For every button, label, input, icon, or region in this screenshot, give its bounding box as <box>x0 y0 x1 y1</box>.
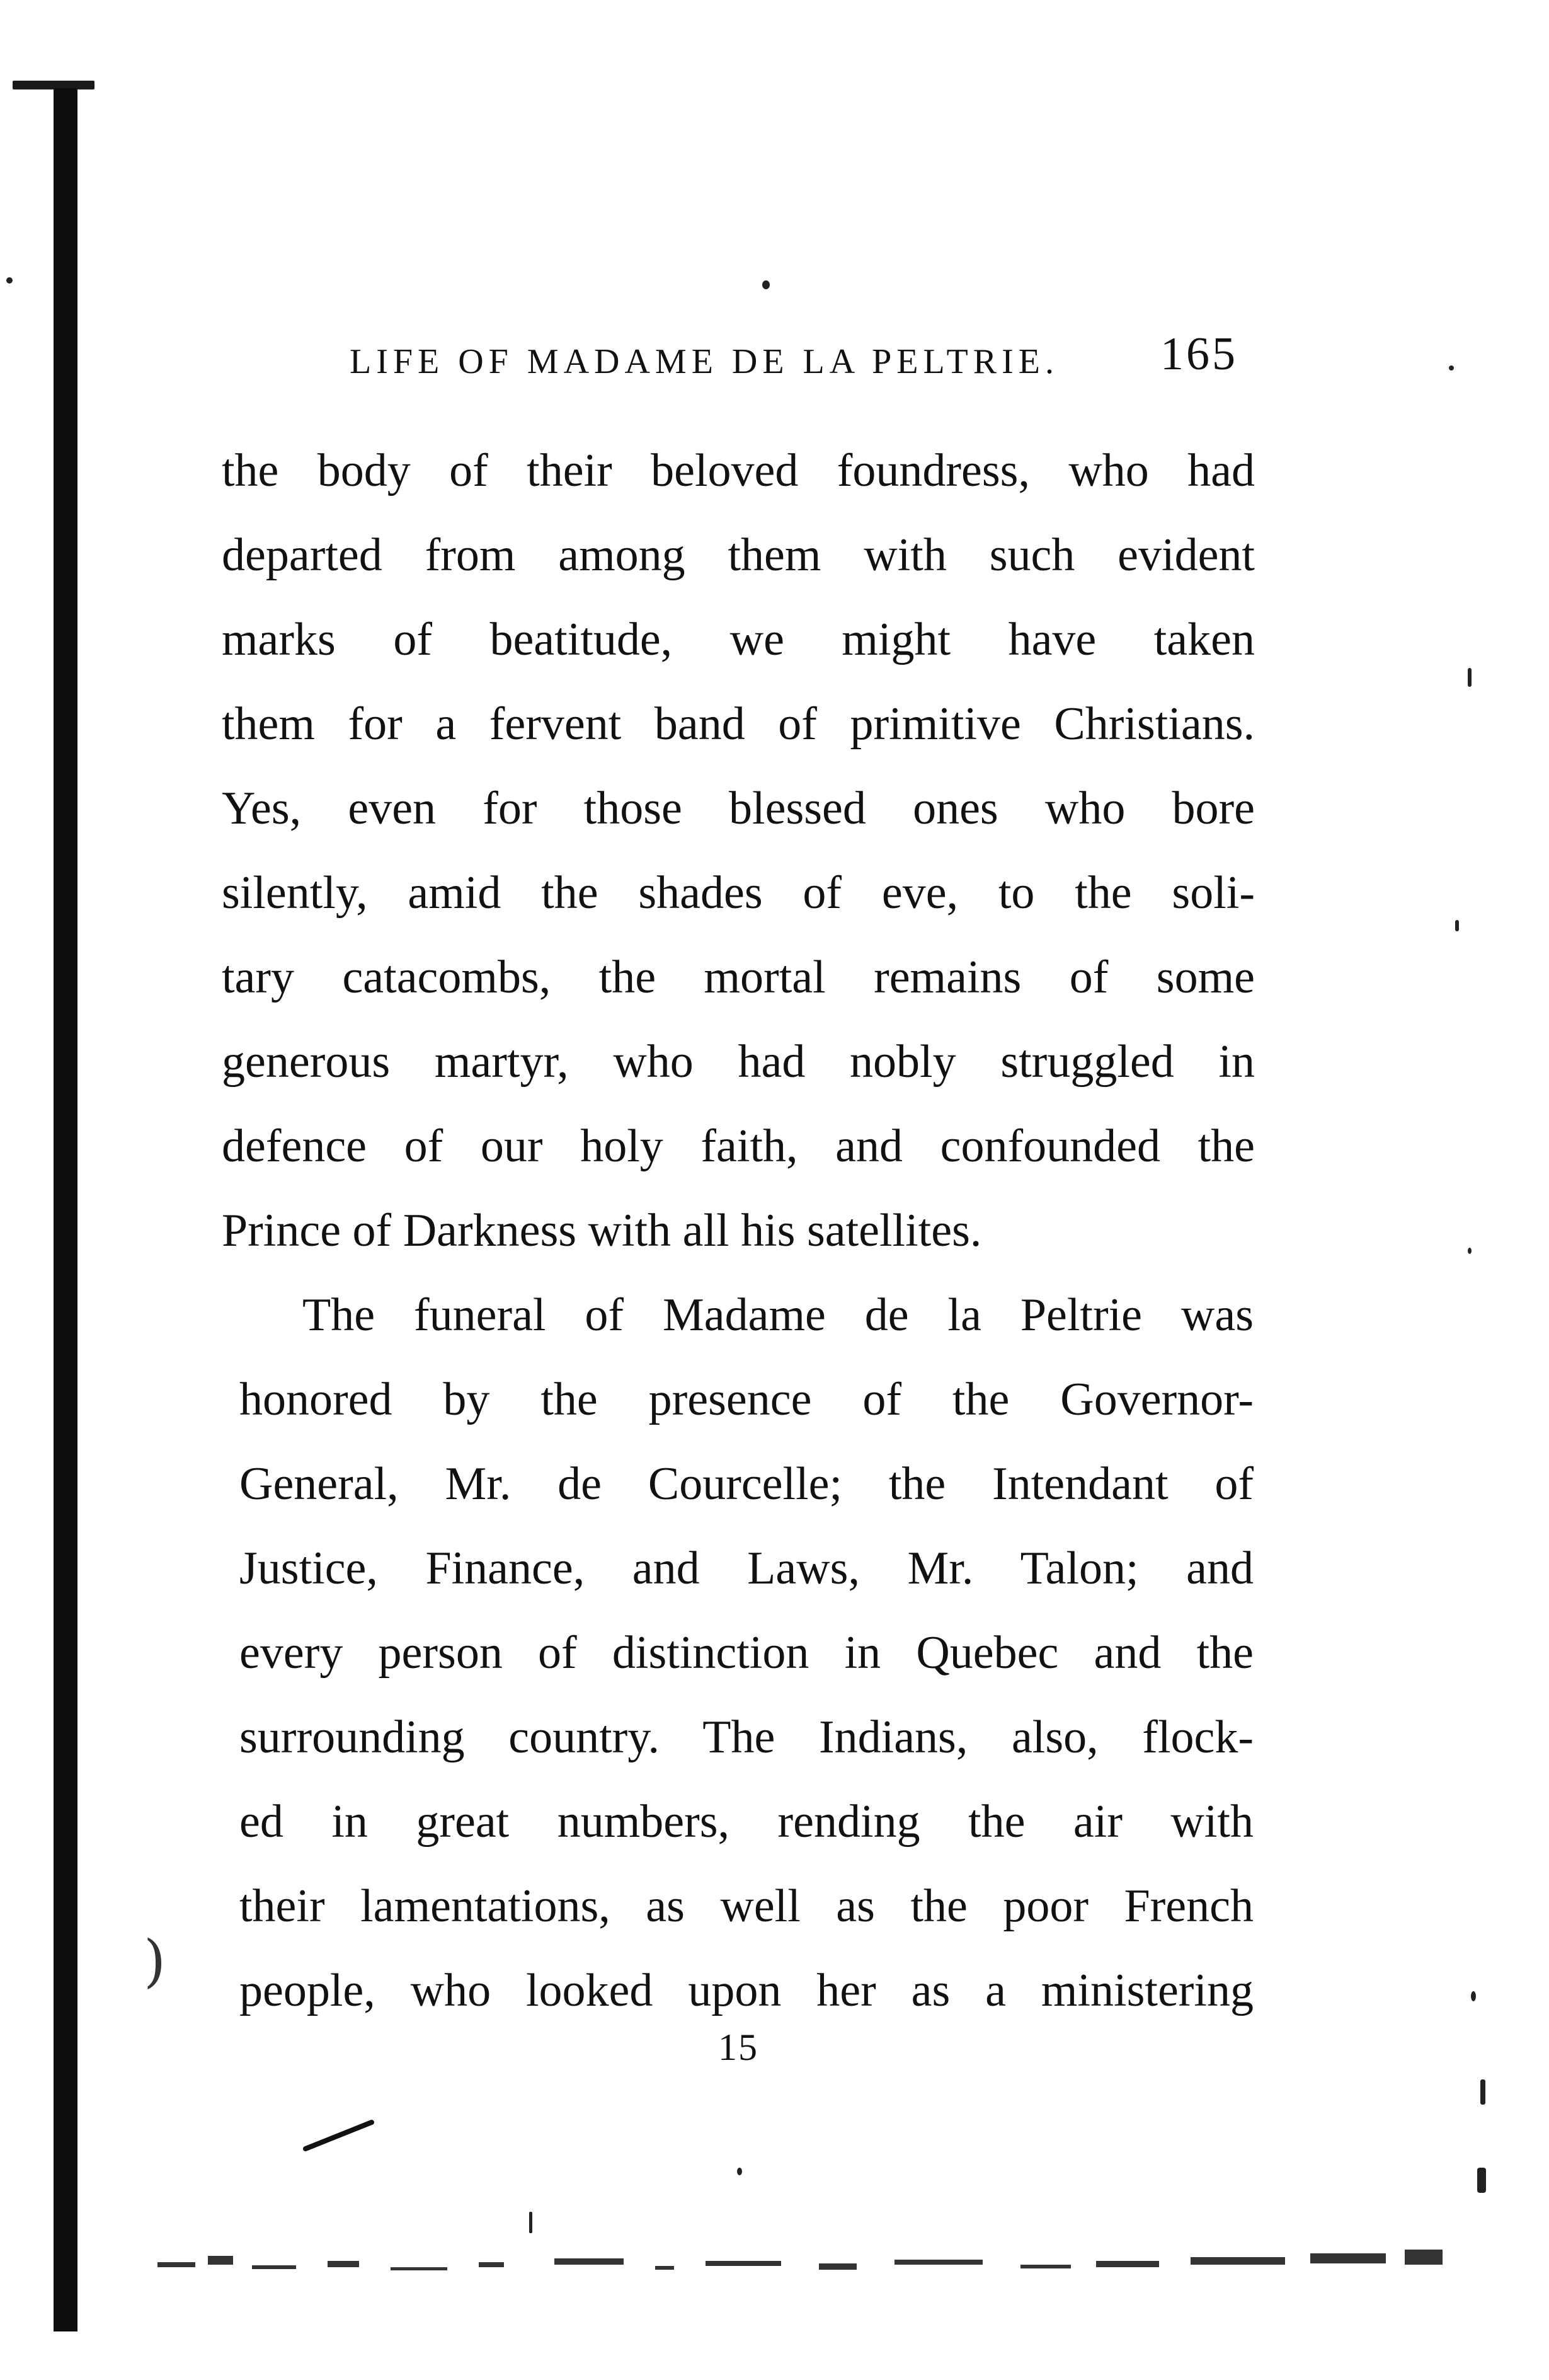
pencil-stroke <box>302 2117 378 2155</box>
text-line: defence of our holy faith, and confounded the <box>222 1120 1255 1172</box>
text-line: surrounding country. The Indians, also, flock- <box>239 1711 1254 1763</box>
margin-bracket-mark: ) <box>144 1928 166 1994</box>
scan-noise-strip <box>151 2231 1461 2287</box>
text-line: Yes, even for those blessed ones who bore <box>222 783 1255 834</box>
scan-speck <box>1477 2168 1486 2193</box>
scan-speck <box>1468 668 1472 687</box>
paragraph-funeral <box>239 1273 1254 2033</box>
text-line: General, Mr. de Courcelle; the Intendant of <box>239 1458 1254 1510</box>
text-line: them for a fervent band of primitive Christians. <box>222 698 1255 750</box>
page-number: 165 <box>1160 328 1238 380</box>
text-line: silently, amid the shades of eve, to the soli- <box>222 867 1255 919</box>
binding-edge <box>54 88 77 2331</box>
text-line: departed from among them with such evident <box>222 529 1255 581</box>
running-head <box>350 328 1238 384</box>
scan-speck <box>529 2212 532 2233</box>
scan-speck <box>1449 365 1454 371</box>
text-line: the body of their beloved foundress, who had <box>222 445 1255 497</box>
scan-speck <box>1480 2079 1485 2105</box>
text-line: The funeral of Madame de la Peltrie was <box>302 1289 1254 1341</box>
text-line: people, who looked upon her as a ministering <box>239 1965 1254 2016</box>
text-line: Prince of Darkness with all his satellites. <box>222 1205 982 1256</box>
scan-speck <box>6 277 13 284</box>
scan-speck <box>762 280 770 289</box>
scan-speck <box>1471 1991 1476 2001</box>
running-title: LIFE OF MADAME DE LA PELTRIE. <box>350 342 1059 381</box>
text-line: tary catacombs, the mortal remains of some <box>222 951 1255 1003</box>
text-line: generous martyr, who had nobly struggled in <box>222 1036 1255 1088</box>
scan-speck <box>1455 920 1459 931</box>
text-line: Justice, Finance, and Laws, Mr. Talon; and <box>239 1543 1254 1594</box>
text-line: ed in great numbers, rending the air with <box>239 1796 1254 1848</box>
text-line: every person of distinction in Quebec and the <box>239 1627 1254 1679</box>
scan-speck <box>1468 1248 1472 1254</box>
text-line: marks of beatitude, we might have taken <box>222 614 1255 665</box>
paragraph-continued <box>222 428 1255 1273</box>
text-line: their lamentations, as well as the poor French <box>239 1880 1254 1932</box>
scan-speck <box>737 2168 742 2175</box>
text-line: honored by the presence of the Governor- <box>239 1374 1254 1425</box>
signature-number: 15 <box>718 2026 758 2068</box>
